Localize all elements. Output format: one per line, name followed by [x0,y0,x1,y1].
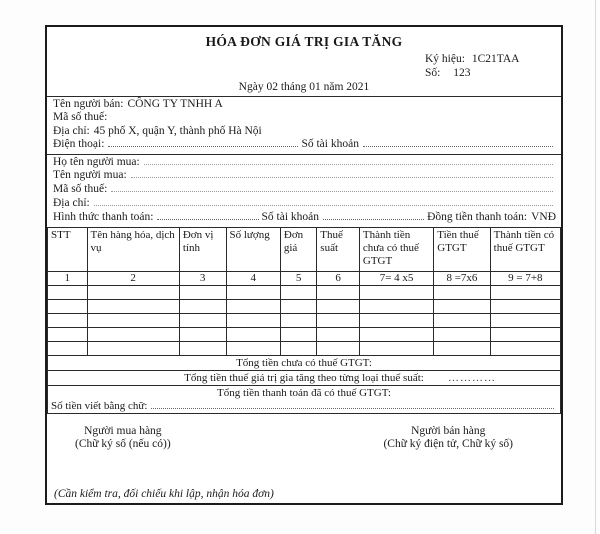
total-before-tax-label: Tổng tiền chưa có thuế GTGT: [236,356,372,369]
symbol-value: 1C21TAA [471,53,520,65]
seller-phone-line [53,138,556,151]
col-header-tax-amount: Tiền thuế GTGT [434,227,490,271]
formula-cell: 6 [317,271,360,285]
empty-item-cell [490,313,560,327]
seller-address-value: 45 phố X, quận Y, thành phố Hà Nội [93,124,262,137]
empty-item-row [48,285,561,299]
empty-item-cell [490,299,560,313]
empty-item-cell [280,313,316,327]
formula-cell: 3 [179,271,226,285]
total-before-tax-row [48,355,561,370]
empty-item-cell [87,285,179,299]
empty-item-cell [490,341,560,355]
empty-item-cell [48,327,88,341]
formula-cell: 8 =7x6 [434,271,490,285]
table-body [48,271,561,355]
empty-item-cell [226,285,280,299]
empty-item-cell [87,341,179,355]
number-line [425,67,561,81]
empty-item-cell [359,341,433,355]
empty-item-row [48,327,561,341]
buyer-signature-title: Người mua hàng [84,424,162,437]
empty-item-cell [179,285,226,299]
seller-section [47,97,561,154]
empty-item-cell [434,299,490,313]
buyer-currency-label: Đồng tiền thanh toán: [427,210,528,223]
buyer-payment-label: Hình thức thanh toán: [53,210,154,223]
buyer-name-line [53,169,556,183]
empty-item-cell [280,327,316,341]
empty-item-cell [490,327,560,341]
empty-item-cell [87,327,179,341]
empty-item-cell [280,341,316,355]
empty-item-cell [280,285,316,299]
amount-in-words-label: Số tiền viết bằng chữ: [51,399,148,412]
seller-tax-label: Mã số thuế: [53,111,108,124]
col-header-stt: STT [48,227,88,271]
dotted-leader [111,191,553,192]
seller-address-line [53,125,556,138]
symbol-line [425,53,561,67]
invoice-title: HÓA ĐƠN GIÁ TRỊ GIA TĂNG [205,34,403,49]
dotted-leader [323,219,424,220]
col-header-unit-price: Đơn giá [280,227,316,271]
empty-item-cell [226,327,280,341]
total-before-tax-cell [48,355,561,370]
formula-row [48,271,561,285]
seller-signature-subtitle: (Chữ ký điện tử, Chữ ký số) [383,438,513,451]
formula-cell: 1 [48,271,88,285]
dotted-leader [131,177,553,178]
empty-item-cell [226,341,280,355]
col-header-quantity: Số lượng [226,227,280,271]
formula-cell: 5 [280,271,316,285]
dotted-leader [151,408,554,409]
dotted-leader [94,205,553,206]
invoice-form [45,25,563,505]
seller-name-line [53,98,556,111]
formula-cell: 7= 4 x5 [359,271,433,285]
col-header-unit: Đơn vị tính [179,227,226,271]
empty-item-cell [179,341,226,355]
buyer-payment-line [53,211,556,225]
dotted-leader [144,164,553,165]
empty-item-cell [48,285,88,299]
empty-item-cell [359,327,433,341]
empty-item-row [48,299,561,313]
buyer-fullname-line [53,156,556,170]
seller-phone-label: Điện thoại: [53,138,105,151]
seller-name-label: Tên người bán: [53,98,124,110]
empty-item-cell [434,285,490,299]
buyer-fullname-label: Họ tên người mua: [53,155,140,168]
seller-address-label: Địa chỉ: [53,124,90,137]
dotted-leader [363,146,553,147]
formula-cell: 4 [226,271,280,285]
empty-item-cell [434,313,490,327]
total-tax-label: Tổng tiền thuế giá trị gia tăng theo từng loại thuế suất: [184,371,424,384]
formula-cell: 2 [87,271,179,285]
formula-cell: 9 = 7+8 [490,271,560,285]
empty-item-cell [359,299,433,313]
symbol-label: Ký hiệu: [425,53,465,65]
buyer-currency-value: VNĐ [531,210,556,223]
empty-item-row [48,341,561,355]
empty-item-cell [87,313,179,327]
seller-signature-title: Người bán hàng [411,424,486,437]
total-with-tax-label: Tổng tiền thanh toán đã có thuế GTGT: [217,386,391,399]
total-tax-cell [48,370,561,385]
empty-item-cell [434,327,490,341]
seller-signature-block [383,425,513,452]
total-tax-row [48,370,561,385]
table-header-row [48,227,561,271]
buyer-section [47,155,561,227]
empty-item-cell [280,299,316,313]
signature-section [47,414,561,452]
total-tax-dots: ………… [448,371,496,384]
invoice-date: Ngày 02 tháng 01 năm 2021 [238,81,370,93]
number-label: Số: [425,66,441,79]
empty-item-cell [317,299,360,313]
buyer-tax-label: Mã số thuế: [53,183,108,196]
empty-item-cell [490,285,560,299]
empty-item-cell [179,313,226,327]
total-with-tax-cell [48,385,561,413]
buyer-tax-line [53,183,556,197]
serial-block [425,53,561,80]
empty-item-cell [317,285,360,299]
buyer-signature-block [75,425,171,452]
buyer-address-line [53,197,556,211]
empty-item-cell [48,341,88,355]
empty-item-row [48,313,561,327]
empty-item-cell [179,299,226,313]
empty-item-cell [317,313,360,327]
buyer-account-label: Số tài khoản [261,210,320,223]
empty-item-cell [226,313,280,327]
empty-item-cell [359,313,433,327]
col-header-amount-with-tax: Thành tiền có thuế GTGT [490,227,560,271]
empty-item-cell [87,299,179,313]
col-header-amount-before-tax: Thành tiền chưa có thuế GTGT [359,227,433,271]
col-header-tax-rate: Thuế suất [317,227,360,271]
empty-item-cell [434,341,490,355]
amount-in-words-line [51,400,557,413]
buyer-name-label: Tên người mua: [53,169,127,182]
total-with-tax-row [48,385,561,413]
empty-item-cell [48,313,88,327]
empty-item-cell [179,327,226,341]
dotted-leader [157,219,258,220]
empty-item-cell [317,327,360,341]
col-header-goods: Tên hàng hóa, dịch vụ [87,227,179,271]
seller-name-value: CÔNG TY TNHH A [127,98,223,110]
verification-note: (Cần kiểm tra, đối chiếu khi lập, nhận hóa đơn) [54,488,274,500]
empty-item-cell [48,299,88,313]
items-table [47,227,561,414]
buyer-address-label: Địa chỉ: [53,197,90,210]
number-value: 123 [453,66,471,79]
seller-tax-line [53,111,556,124]
empty-item-cell [359,285,433,299]
empty-item-cell [317,341,360,355]
seller-account-label: Số tài khoản [301,138,359,151]
page-edge-line [595,0,596,534]
buyer-signature-subtitle: (Chữ ký số (nếu có)) [75,438,171,451]
dotted-leader [108,146,298,147]
empty-item-cell [226,299,280,313]
